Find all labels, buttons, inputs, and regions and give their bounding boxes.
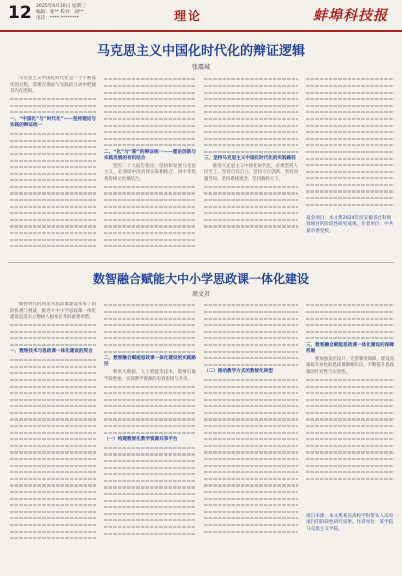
article1-footnote: 基金项目：本文系2024年度安徽省社科规划项目的阶段性研究成果。作者单位：中共某市委党校。 — [306, 216, 394, 234]
article1-paragraph: 马克思主义中国化时代化是一个不断深化的过程，需要在理论与实践的互动中把握其内在逻辑。 — [10, 76, 96, 95]
article1-column-2 — [104, 76, 196, 254]
article2-column-1 — [10, 302, 96, 570]
article1-column-3 — [204, 76, 298, 254]
article1-subhead-3: 三、坚持马克思主义中国化时代化的实践路径 — [204, 156, 296, 162]
article1-subhead-2: 二、“化”与“新”的辩证统一——理论创新与实践发展的有机结合 — [104, 149, 196, 162]
article1-column-1 — [10, 76, 96, 254]
article2-title: 数智融合赋能大中小学思政课一体化建设 — [92, 272, 309, 286]
article-divider — [8, 262, 394, 263]
article2-subhead-2: 二、数智融合赋能思政课一体化建设的实践路径 — [104, 355, 196, 368]
article2-paragraph: 要加强顶层设计，完善制度保障，建设高素质专业化的思政课教师队伍，不断提升思政课的针对性与实效性。 — [306, 356, 394, 375]
article2-subhead-4: （二）推动教学方式的数智化转型 — [204, 368, 273, 374]
article2-footnote: 项目来源：本文系某省高校学科带头人培育项目的阶段性研究成果。作者单位：某学院马克思主义学院。 — [306, 514, 394, 532]
issue-contact: 电话：****-******** — [36, 16, 80, 22]
article2-subhead-3: （一）构建数智化教学资源共享平台 — [104, 436, 178, 442]
issue-editor: 编辑：张** 校对：刘** — [36, 10, 84, 16]
issue-date: 2025年4月30日 星期三 — [36, 4, 86, 9]
article1-subhead-1: 一、“中国化”与“时代化”——坚持理论与实践的辩证统一 — [10, 116, 96, 129]
article2-column-3 — [204, 302, 298, 570]
article1-paragraph: 党的二十大报告指出，坚持和发展马克思主义，必须同中国具体实际相结合，同中华优秀传统文化相结合。 — [104, 163, 196, 182]
article1-column-4 — [306, 76, 394, 210]
article2-author: 周文君 — [191, 291, 210, 298]
page-number: 12 — [8, 3, 32, 23]
article2-paragraph: 利用大数据、人工智能等技术，能够打破学段壁垒，实现教学资源的有效衔接与共享。 — [104, 369, 196, 382]
issue-meta — [36, 4, 85, 23]
article2-paragraph: 数智时代的到来为思政课建设带来了新的机遇与挑战，推进大中小学思政课一体化建设是落实立德树人根本任务的重要举措。 — [10, 302, 96, 321]
page-header — [0, 0, 402, 32]
article2-column-2 — [104, 302, 196, 570]
article2-subhead-5: 三、数智融合赋能思政课一体化建设的保障机制 — [306, 342, 394, 355]
article1-title: 马克思主义中国化时代化的辩证逻辑 — [96, 44, 305, 59]
article2-subhead-1: 一、数智技术与思政课一体化建设的契合 — [10, 349, 93, 355]
article1-paragraph: 推进马克思主义中国化时代化，必须坚持人民至上、坚持自信自立、坚持守正创新、坚持问题导向、坚持系统观念、坚持胸怀天下。 — [204, 163, 298, 182]
section-title: 理论 — [174, 9, 203, 23]
article1-author: 张震城 — [191, 64, 210, 71]
article2-column-4 — [306, 302, 394, 508]
newspaper-masthead: 蚌埠科技报 — [313, 8, 388, 24]
